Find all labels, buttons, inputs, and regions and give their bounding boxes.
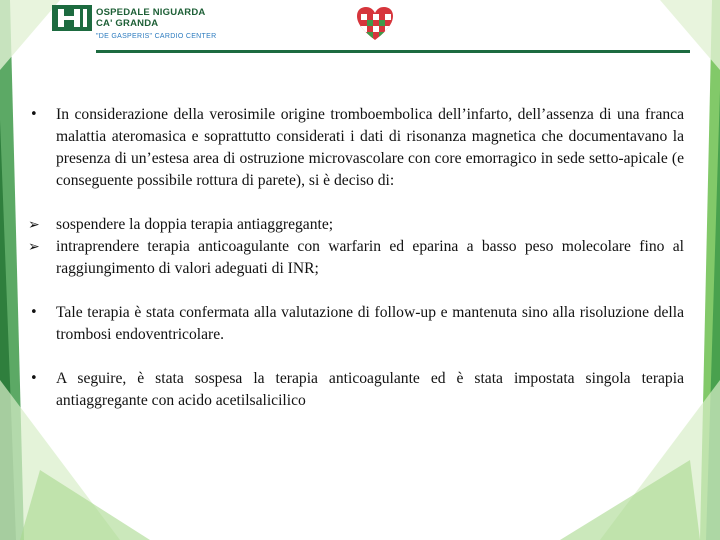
arrow-item (28, 214, 684, 236)
bullet-marker: • (30, 371, 38, 386)
bullet-text: Tale terapia è stata confermata alla valutazione di follow-up e mantenuta sino alla risoluzione della trombosi endoventricolare. (56, 304, 684, 343)
arrow-item-text: intraprendere terapia anticoagulante con warfarin ed eparina a basso peso molecolare fino al raggiungimento di valori adeguati di INR; (56, 238, 684, 277)
slide-content (28, 104, 684, 412)
bullet-item (28, 368, 684, 412)
arrow-marker: ➢ (28, 217, 40, 233)
bullet-text: In considerazione della verosimile origine tromboembolica dell’infarto, dell’assenza di una franca malattia ateromasica e soprattutto considerati i dati di risonanza magnetica che documentavano la presenza di un’estesa area di ostruzione microvascolare con core emorragico in sede setto-apicale (e conseguente possibile rottura di parete), si è deciso di: (56, 106, 684, 189)
arrow-item-text: sospendere la doppia terapia antiaggregante; (56, 216, 334, 233)
header (0, 0, 720, 56)
bullet-marker: • (30, 107, 38, 122)
hospital-mark-icon (52, 5, 92, 31)
bullet-item (28, 104, 684, 192)
bullet-item (28, 302, 684, 346)
hospital-subtitle: "DE GASPERIS" CARDIO CENTER (96, 33, 217, 40)
arrow-marker: ➢ (28, 239, 40, 255)
hospital-name-line2: CA' GRANDA (96, 18, 159, 29)
header-divider (96, 50, 690, 53)
heart-logo-icon (356, 6, 394, 42)
bullet-marker: • (30, 305, 38, 320)
hospital-name-line1: OSPEDALE NIGUARDA (96, 7, 206, 18)
bullet-text: A seguire, è stata sospesa la terapia anticoagulante ed è stata impostata singola terapia antiaggregante con acido acetilsalicilico (56, 370, 684, 409)
hospital-logo (52, 5, 222, 45)
hospital-name (96, 7, 206, 29)
arrow-item (28, 236, 684, 280)
